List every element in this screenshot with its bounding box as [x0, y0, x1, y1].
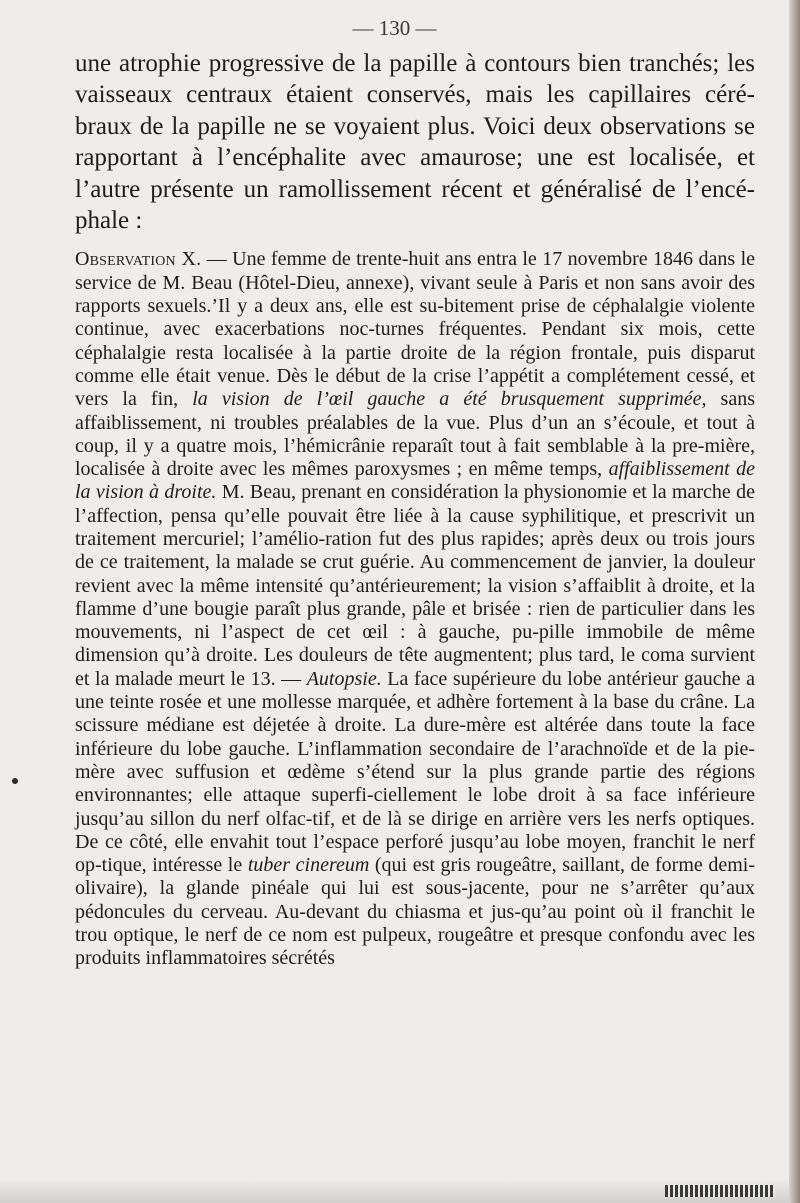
observation-text-2: sans affaiblissement, ni troubles préalables de la vue. Plus d’un an s’écoule, et tout à coup, il y a quatre mois, l’hémicrânie reparaît tout à fait semblable à la pre-mière, localisée à droite avec les mêmes paroxysmes ; en même temps,: [75, 388, 755, 481]
observation-italic-4: tuber cinereum: [247, 854, 370, 877]
observation-dash: —: [201, 248, 233, 271]
page-body: [75, 48, 755, 971]
page-edge: [789, 0, 800, 1203]
observation-italic-1: la vision de l’œil gauche a été brusquement supprimée,: [192, 388, 707, 411]
observation-heading: Observation X.: [75, 248, 202, 271]
corner-ink-mark: [665, 1185, 775, 1197]
observation-text-1: Une femme de trente-huit ans entra le 17 novembre 1846 dans le service de M. Beau (Hôtel-Dieu, annexe), vivant seule à Paris et non sans avoir des rapports sexuels.’Il y a deux ans, elle est su-bitement prise de céphalalgie violente continue, avec exacerbations noc-turnes fréquentes. Pendant six mois, cette céphalalgie resta localisée à la partie droite de la région frontale, puis disparut comme elle était venue. Dès le début de la crise l’appétit a complétement cessé, et vers la fin,: [75, 248, 756, 411]
observation-italic-2: affaiblissement de la vision à droite.: [75, 458, 755, 504]
observation-italic-3: Autopsie.: [306, 667, 382, 690]
intro-text: une atrophie progressive de la papille à contours bien tranchés; les vaisseaux centraux étaient conservés, mais les capillaires céré-braux de la papille ne se voyaient plus. Voici deux observations se rapportant à l’encéphalite avec amaurose; une est localisée, et l’autre présente un ramollissement récent et généralisé de l’encé-phale :: [75, 50, 755, 235]
intro-paragraph: [75, 48, 755, 236]
observation-text-5: (qui est gris rougeâtre, saillant, de forme demi-olivaire), la glande pinéale qui lui est sous-jacente, pour ne s’arrêter qu’aux pédoncules du cerveau. Au-devant du chiasma et jus-qu’au point où il franchit le trou optique, le nerf de ce nom est pulpeux, rougeâtre et presque confondu avec les produits inflammatoires sécrétés: [75, 854, 755, 970]
margin-mark: [12, 778, 18, 784]
page-number: — 130 —: [352, 16, 437, 40]
observation-paragraph: [75, 248, 755, 970]
observation-text-4: La face supérieure du lobe antérieur gauche a une teinte rosée et une mollesse marquée, et adhère fortement à la base du crâne. La scissure médiane est déjetée à droite. La dure-mère est altérée dans toute la face inférieure du lobe gauche. L’inflammation secondaire de l’arachnoïde et de la pie-mère avec suffusion et œdème s’étend sur la plus grande partie des régions environnantes; elle attaque superfi-ciellement le lobe droit à sa face inférieure jusqu’au sillon du nerf olfac-tif, et de là se dirige en arrière vers les nerfs optiques. De ce côté, elle envahit tout l’espace perforé jusqu’au lobe moyen, franchit le nerf op-tique, intéresse le: [75, 667, 755, 877]
observation-text-3: M. Beau, prenant en considération la physionomie et la marche de l’affection, pensa qu’elle pouvait être liée à la cause syphilitique, et prescrivit un traitement mercuriel; l’amélio-ration fut des plus rapides; après deux ou trois jours de ce traitement, la malade se crut guérie. Au commencement de janvier, la douleur revient avec la même intensité qu’antérieurement; la vision s’affaiblit à droite, et la flamme d’une bougie paraît plus grande, pâle et brisée : rien de particulier dans les mouvements, ni l’aspect de cet œil : à gauche, pu-pille immobile de même dimension qu’à droite. Les douleurs de tête augmentent; plus tard, le coma survient et la malade meurt le 13. —: [75, 481, 755, 690]
